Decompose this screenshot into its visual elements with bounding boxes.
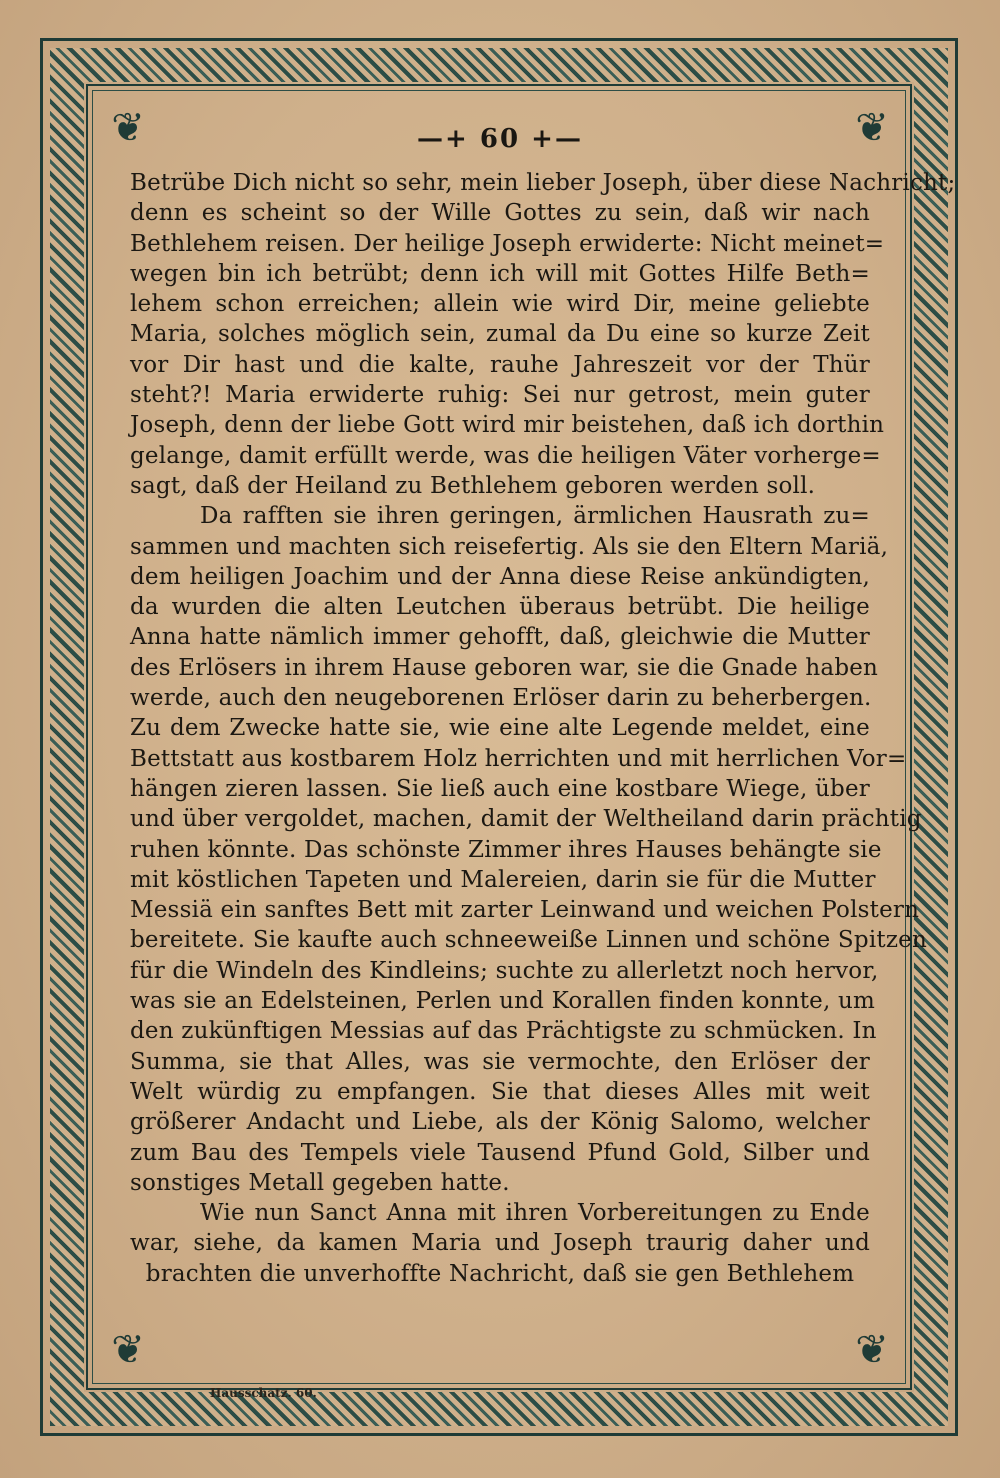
text-line: sonstiges Metall gegeben hatte. (130, 1169, 510, 1196)
text-line: Welt würdig zu empfangen. Sie that dieses Alles mit weit (130, 1078, 870, 1105)
text-line: den zukünftigen Messias auf das Prächtigste zu schmücken. In (130, 1018, 877, 1045)
text-line: größerer Andacht und Liebe, als der König Salomo, welcher (130, 1109, 870, 1136)
text-line: Bettstatt aus kostbarem Holz herrichten und mit herrlichen Vor= (130, 745, 907, 772)
signature-footer: Hausschatz. 60. (210, 1386, 317, 1400)
corner-ornament-icon: ❦ (855, 105, 889, 151)
text-line: Bethlehem reisen. Der heilige Joseph erwiderte: Nicht meinet= (130, 230, 885, 257)
text-line: Maria, solches möglich sein, zumal da Du eine so kurze Zeit (130, 321, 870, 348)
text-line: zum Bau des Tempels viele Tausend Pfund Gold, Silber und (130, 1139, 870, 1166)
text-line: was sie an Edelsteinen, Perlen und Korallen finden konnte, um (130, 988, 875, 1015)
corner-ornament-icon: ❦ (111, 1327, 145, 1373)
text-line: und über vergoldet, machen, damit der Weltheiland darin prächtig (130, 806, 922, 833)
text-line: Betrübe Dich nicht so sehr, mein lieber Joseph, über diese Nachricht; (130, 170, 956, 196)
corner-ornament-icon: ❦ (855, 1327, 889, 1373)
text-line: brachten die unverhoffte Nachricht, daß sie gen Bethlehem (145, 1260, 855, 1287)
corner-ornament-icon: ❦ (111, 105, 145, 151)
text-line: steht?! Maria erwiderte ruhig: Sei nur getrost, mein guter (130, 382, 870, 409)
text-line: war, siehe, da kamen Maria und Joseph traurig daher und (130, 1230, 870, 1257)
text-line: für die Windeln des Kindleins; suchte zu allerletzt noch hervor, (130, 957, 879, 984)
text-line: lehem schon erreichen; allein wie wird Dir, meine geliebte (130, 291, 870, 318)
page-header (0, 124, 1000, 154)
text-line: dem heiligen Joachim und der Anna diese Reise ankündigten, (130, 563, 870, 590)
text-line: werde, auch den neugeborenen Erlöser darin zu beherbergen. (130, 685, 872, 712)
text-line: wegen bin ich betrübt; denn ich will mit Gottes Hilfe Beth= (130, 260, 870, 287)
text-line: denn es scheint so der Wille Gottes zu sein, daß wir nach (130, 200, 870, 227)
text-line: da wurden die alten Leutchen überaus betrübt. Die heilige (130, 594, 870, 621)
text-line: Wie nun Sanct Anna mit ihren Vorbereitungen zu Ende (200, 1200, 870, 1227)
text-line: sammen und machten sich reisefertig. Als sie den Eltern Mariä, (130, 533, 889, 560)
text-line: Da rafften sie ihren geringen, ärmlichen Hausrath zu= (200, 503, 870, 530)
body-text (130, 168, 956, 1289)
text-line: hängen zieren lassen. Sie ließ auch eine kostbare Wiege, über (130, 775, 870, 802)
header-ornament-right: +— (531, 124, 583, 154)
text-line: Summa, sie that Alles, was sie vermochte, den Erlöser der (130, 1048, 870, 1075)
text-line: Joseph, denn der liebe Gott wird mir beistehen, daß ich dorthin (130, 412, 885, 439)
text-line: vor Dir hast und die kalte, rauhe Jahreszeit vor der Thür (130, 351, 870, 378)
text-line: des Erlösers in ihrem Hause geboren war, sie die Gnade haben (130, 654, 879, 681)
text-line: ruhen könnte. Das schönste Zimmer ihres Hauses behängte sie (130, 836, 882, 863)
text-line: Zu dem Zwecke hatte sie, wie eine alte Legende meldet, eine (130, 715, 870, 742)
text-line: sagt, daß der Heiland zu Bethlehem geboren werden soll. (130, 472, 816, 499)
text-line: Anna hatte nämlich immer gehofft, daß, gleichwie die Mutter (130, 624, 870, 651)
header-ornament-left: —+ (417, 124, 469, 154)
text-line: gelange, damit erfüllt werde, was die heiligen Väter vorherge= (130, 442, 881, 469)
text-line: bereitete. Sie kaufte auch schneeweiße Linnen und schöne Spitzen (130, 927, 927, 954)
page-number: 60 (479, 124, 521, 154)
text-line: Messiä ein sanftes Bett mit zarter Leinwand und weichen Polstern (130, 897, 920, 924)
text-line: mit köstlichen Tapeten und Malereien, darin sie für die Mutter (130, 866, 876, 893)
